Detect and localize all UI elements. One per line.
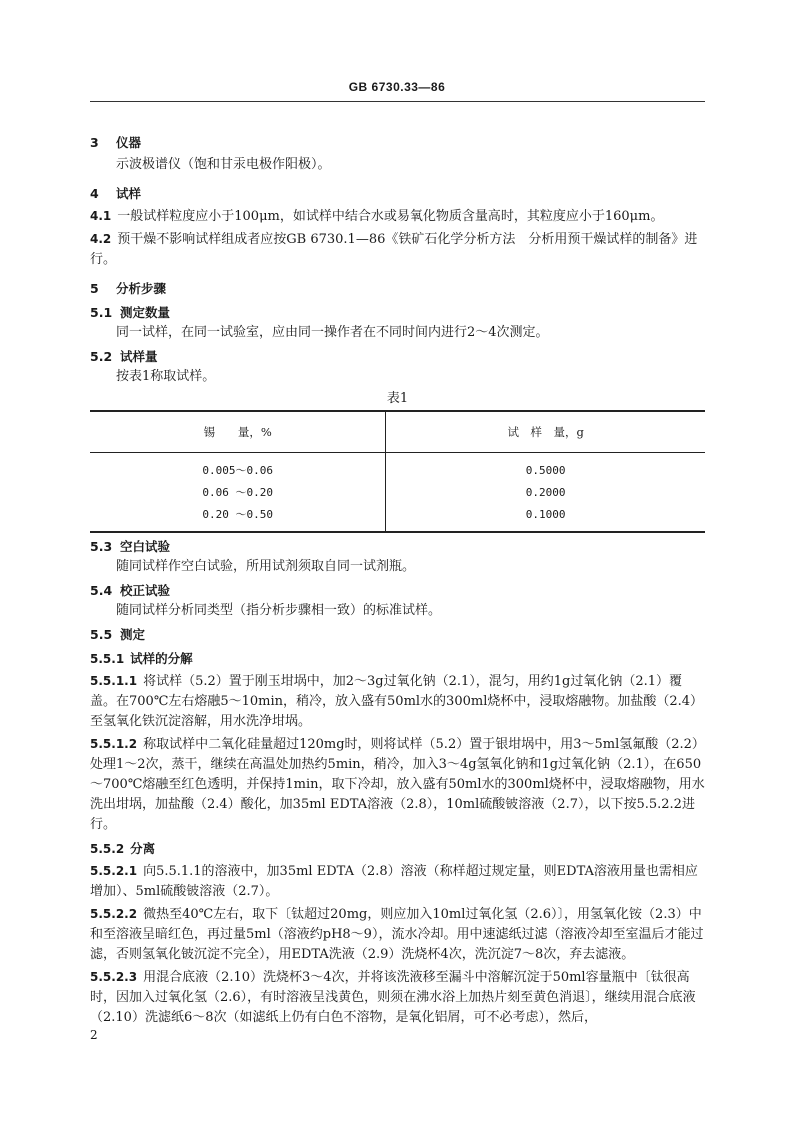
para-5-5-1-2: 5.5.1.2 称取试样中二氧化硅量超过120mg时，则将试样（5.2）置于银坩埚中，用3～5ml氢氟酸（2.2）处理1～2次，蒸干，继续在高温处加热约5min，稍冷，加入3～4g氢氧化钠和1g过氧化钠（2.1），在650～700℃熔融至红色透明，并保持1min，取下冷却，放入盛有50ml水的300ml烧杯中，浸取熔融物，用水洗出坩埚，加盐酸（2.4）酸化，加35ml EDTA溶液（2.8），10ml硫酸铍溶液（2.7），以下按5.5.2.2进行。 bbox=[90, 737, 705, 832]
table-cell-range: 0.06 ～0.20 bbox=[90, 482, 386, 504]
table-cell-range: 0.005～0.06 bbox=[90, 453, 386, 483]
table-header-sample-mass: 试 样 量，g bbox=[386, 411, 705, 453]
para-5-5-2-1: 5.5.2.1 向5.5.1.1的溶液中，加35ml EDTA（2.8）溶液（称样超过规定量，则EDTA溶液用量也需相应增加）、5ml硫酸铍溶液（2.7）。 bbox=[90, 864, 698, 899]
section-5-2-heading: 5.2 试样量 bbox=[90, 349, 158, 364]
table-cell-mass: 0.5000 bbox=[525, 464, 566, 477]
section-3-text: 示波极谱仪（饱和甘汞电极作阳极）。 bbox=[116, 157, 331, 172]
section-4-heading: 4 试样 bbox=[90, 186, 142, 201]
section-5-4-heading: 5.4 校正试验 bbox=[90, 583, 171, 598]
para-4-1: 4.1 一般试样粒度应小于100μm，如试样中结合水或易氧化物质含量高时，其粒度应小于160μm。 bbox=[90, 209, 664, 224]
section-5-heading: 5 分析步骤 bbox=[90, 281, 167, 296]
para-4-2: 4.2 预干燥不影响试样组成者应按GB 6730.1—86《铁矿石化学分析方法 分析用预干燥试样的制备》进行。 bbox=[90, 232, 698, 267]
para-5-5-2-2: 5.5.2.2 微热至40℃左右，取下〔钛超过20mg，则应加入10ml过氧化氢（2.6）〕，用氢氧化铵（2.3）中和至溶液呈暗红色，再过量5ml（溶液约pH8～9），流水冷却。用中速滤纸过滤（溶液冷却至室温后才能过滤，否则氢氧化铍沉淀不完全），用EDTA洗液（2.9）洗烧杯4次，洗沉淀7～8次，弃去滤液。 bbox=[90, 907, 704, 962]
section-5-4-text: 随同试样分析同类型（指分析步骤相一致）的标准试样。 bbox=[116, 603, 442, 618]
section-5-3-heading: 5.3 空白试验 bbox=[90, 539, 171, 554]
section-5-5-2-heading: 5.5.2 分离 bbox=[90, 841, 156, 856]
table-row bbox=[90, 504, 705, 532]
table-cell-mass: 0.2000 bbox=[525, 486, 566, 499]
section-5-5-heading: 5.5 测定 bbox=[90, 627, 146, 642]
section-5-2-text: 按表1称取试样。 bbox=[116, 369, 216, 384]
page-content bbox=[90, 124, 705, 1028]
table-cell-mass: 0.1000 bbox=[386, 504, 705, 532]
para-5-5-1-1: 5.5.1.1 将试样（5.2）置于刚玉坩埚中，加2～3g过氧化钠（2.1），混匀，用约1g过氧化钠（2.1）覆盖。在700℃左右熔融5～10min，稍冷，放入盛有50ml水的300ml烧杯中，浸取熔融物。加盐酸（2.4）至氢氧化铁沉淀溶解，用水洗净坩埚。 bbox=[90, 674, 704, 729]
table-row bbox=[90, 482, 705, 504]
page-number: 2 bbox=[90, 1028, 98, 1042]
table-row bbox=[90, 453, 705, 483]
para-5-5-2-3: 5.5.2.3 用混合底液（2.10）洗烧杯3～4次，并将该洗液移至漏斗中溶解沉淀于50ml容量瓶中〔钛很高时，因加入过氧化氢（2.6），有时溶液呈浅黄色，则须在沸水浴上加热片刻至黄色消退〕，继续用混合底液（2.10）洗滤纸6～8次（如滤纸上仍有白色不溶物，是氧化铝屑，可不必考虑），然后， bbox=[90, 970, 696, 1025]
table-cell-range: 0.20 ～0.50 bbox=[90, 504, 386, 532]
table-caption: 表1 bbox=[386, 391, 409, 406]
section-5-5-1-heading: 5.5.1 试样的分解 bbox=[90, 651, 193, 666]
header-rule bbox=[90, 101, 705, 102]
section-5-1-text: 同一试样，在同一试验室，应由同一操作者在不同时间内进行2～4次测定。 bbox=[116, 325, 549, 340]
table-header-tin-content: 锡 量，% bbox=[90, 411, 386, 453]
section-5-1-heading: 5.1 测定数量 bbox=[90, 305, 171, 320]
section-3-heading: 3 仪器 bbox=[90, 135, 142, 150]
sample-mass-table bbox=[90, 410, 705, 533]
standard-code-header: GB 6730.33—86 bbox=[348, 80, 446, 94]
section-5-3-text: 随同试样作空白试验，所用试剂须取自同一试剂瓶。 bbox=[116, 559, 416, 574]
